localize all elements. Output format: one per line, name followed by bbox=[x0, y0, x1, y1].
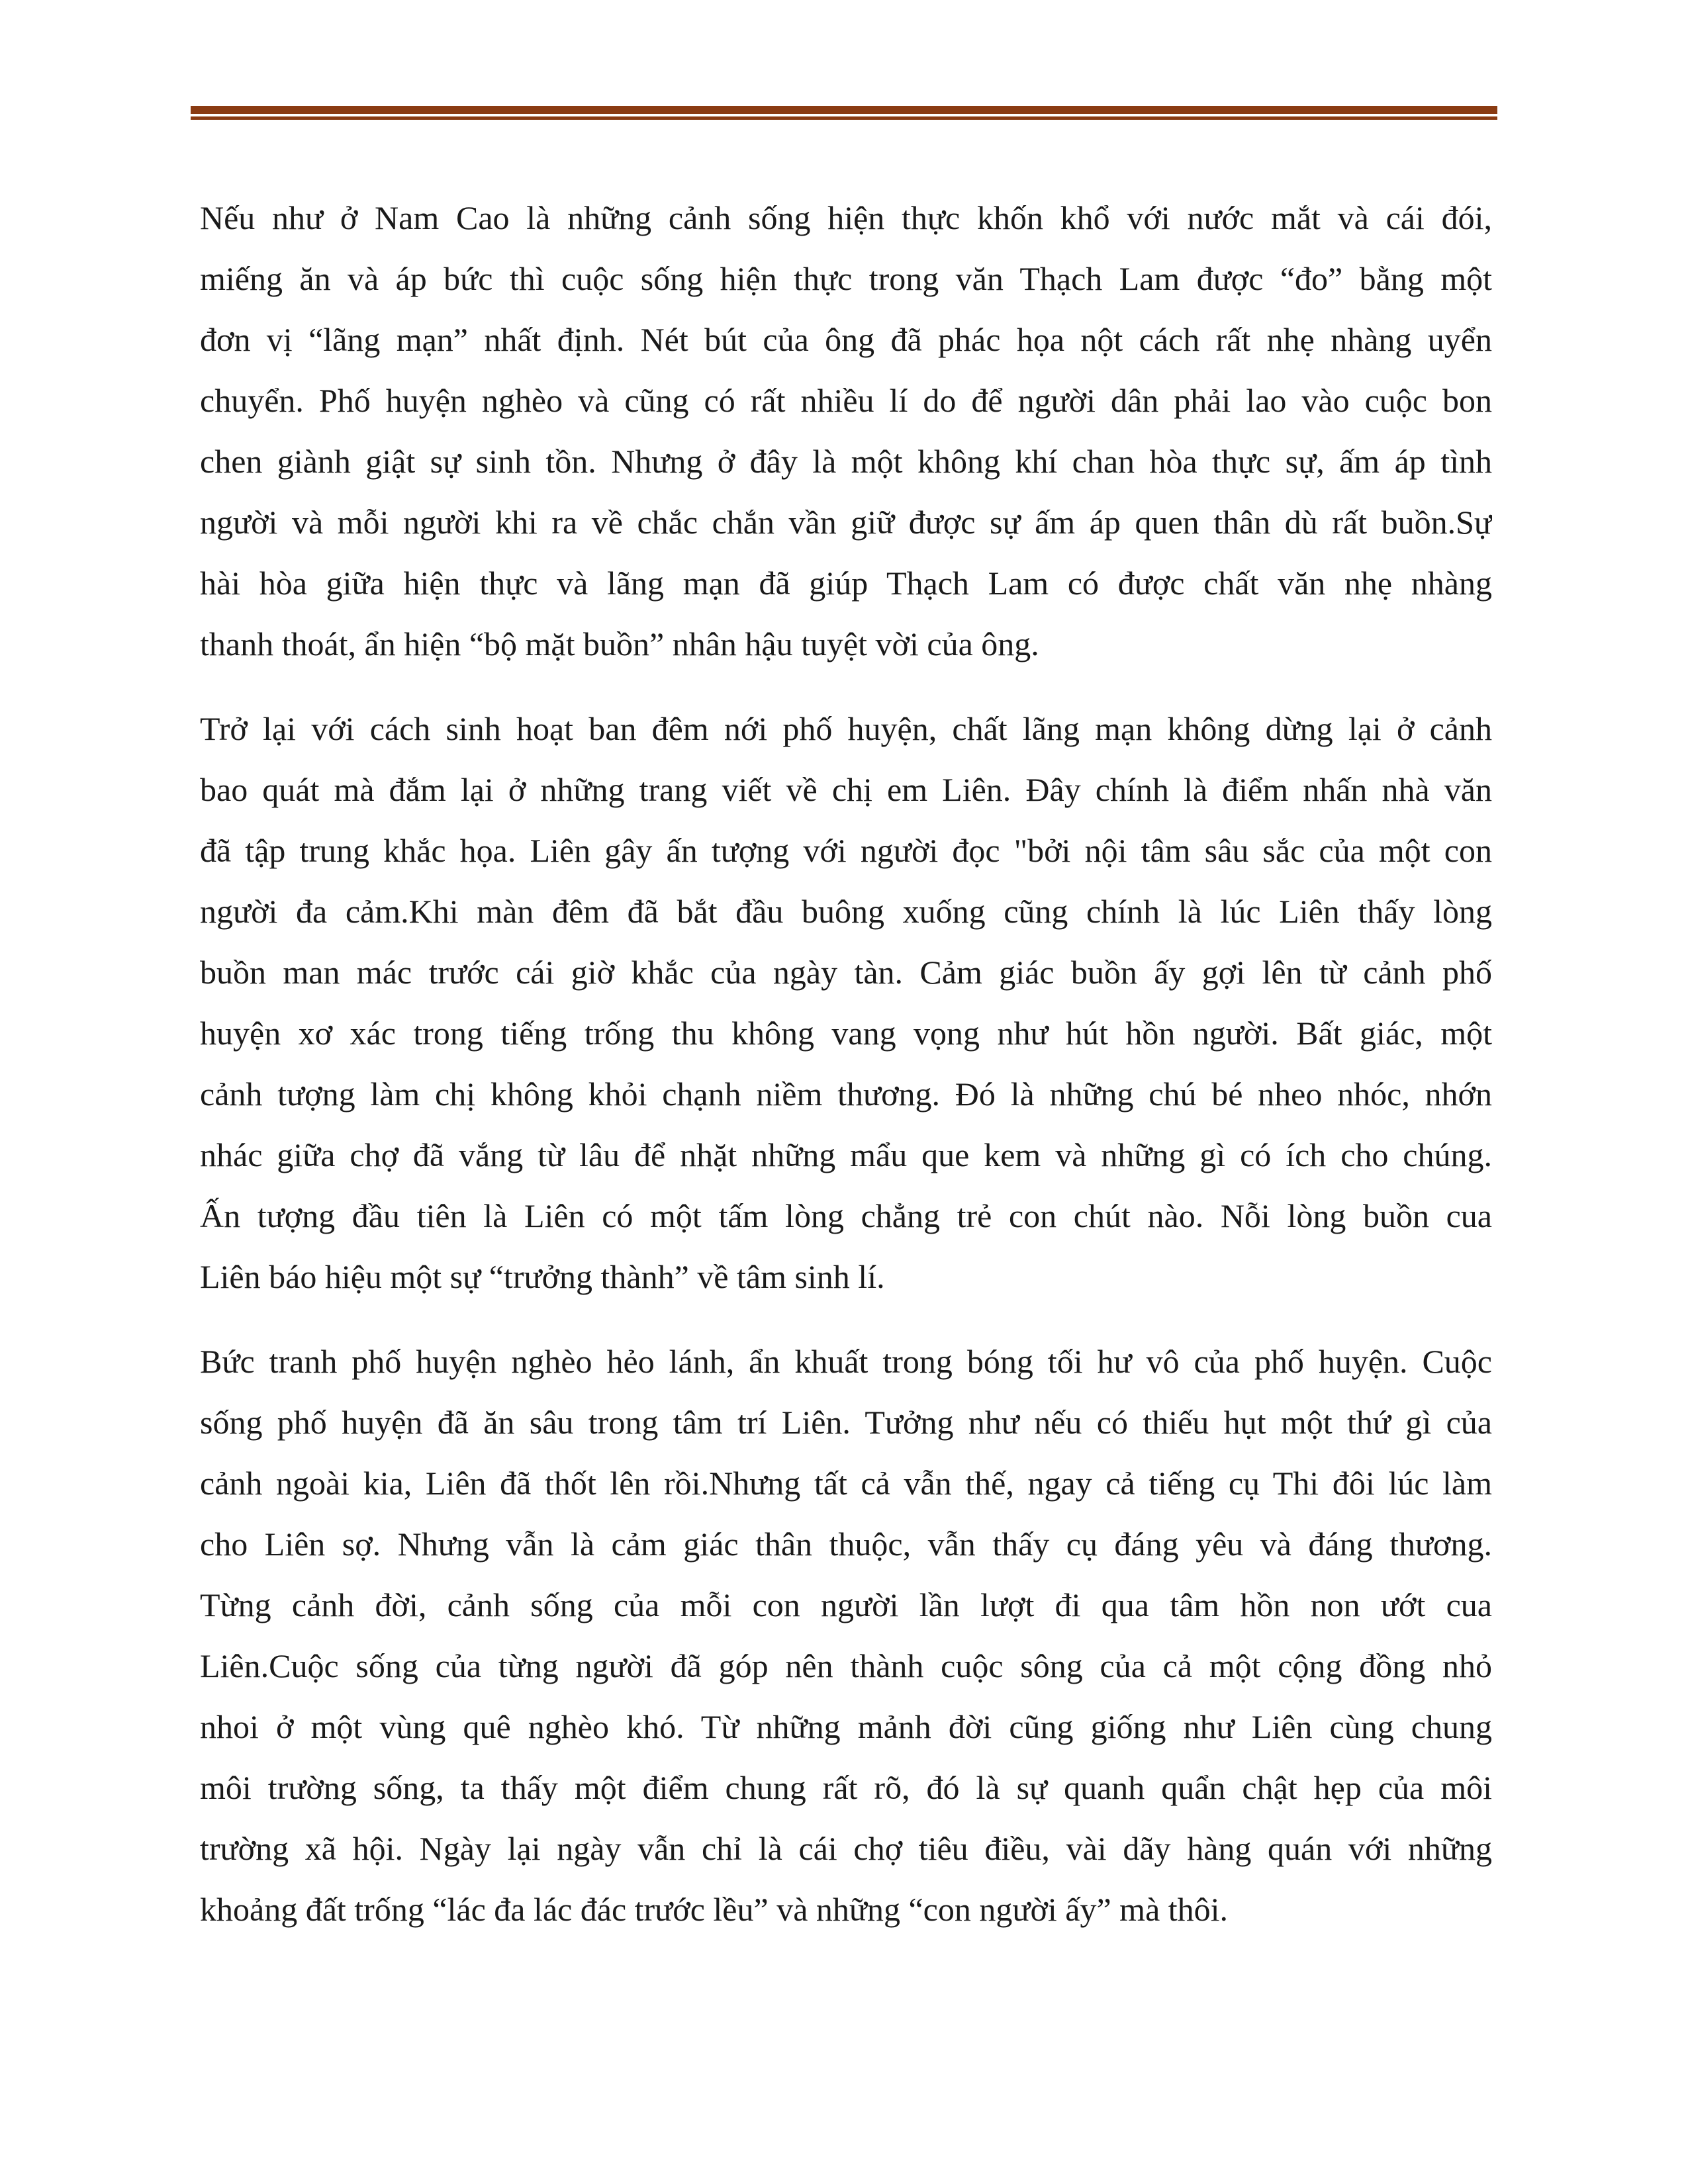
text-line: miếng ăn và áp bức thì cuộc sống hiện thực trong văn Thạch Lam được “đo” bằng một bbox=[200, 260, 1492, 297]
text-line: cho Liên sợ. Nhưng vẫn là cảm giác thân thuộc, vẫn thấy cụ đáng yêu và đáng thương. bbox=[200, 1525, 1492, 1563]
text-line: hài hòa giữa hiện thực và lãng mạn đã giúp Thạch Lam có được chất văn nhẹ nhàng bbox=[200, 565, 1492, 602]
text-line: khoảng đất trống “lác đa lác đác trước lều” và những “con người ấy” mà thôi. bbox=[200, 1891, 1229, 1928]
text-line: thanh thoát, ẩn hiện “bộ mặt buồn” nhân hậu tuyệt vời của ông. bbox=[200, 625, 1039, 662]
text-line: buồn man mác trước cái giờ khắc của ngày tàn. Cảm giác buồn ấy gợi lên từ cảnh phố bbox=[200, 954, 1492, 991]
document-body bbox=[200, 187, 1492, 1964]
text-line: người và mỗi người khi ra về chắc chắn vần giữ được sự ấm áp quen thân dù rất buồn.Sự bbox=[200, 504, 1492, 541]
header-rule-thick bbox=[191, 106, 1497, 114]
paragraph-2 bbox=[200, 698, 1492, 1307]
text-line: nhoi ở một vùng quê nghèo khó. Từ những mảnh đời cũng giống như Liên cùng chung bbox=[200, 1708, 1492, 1745]
text-line: người đa cảm.Khi màn đêm đã bắt đầu buông xuống cũng chính là lúc Liên thấy lòng bbox=[200, 893, 1492, 930]
text-line: đã tập trung khắc họa. Liên gây ấn tượng với người đọc "bởi nội tâm sâu sắc của một con bbox=[200, 832, 1492, 869]
text-line: môi trường sống, ta thấy một điểm chung rất rõ, đó là sự quanh quẩn chật hẹp của môi bbox=[200, 1769, 1492, 1806]
text-line: Ấn tượng đầu tiên là Liên có một tấm lòng chẳng trẻ con chút nào. Nỗi lòng buồn cua bbox=[200, 1197, 1492, 1234]
text-line: Trở lại với cách sinh hoạt ban đêm nới phố huyện, chất lãng mạn không dừng lại ở cảnh bbox=[200, 710, 1492, 747]
text-line: Bức tranh phố huyện nghèo hẻo lánh, ẩn khuất trong bóng tối hư vô của phố huyện. Cuộc bbox=[200, 1343, 1492, 1380]
text-line: Nếu như ở Nam Cao là những cảnh sống hiện thực khốn khổ với nước mắt và cái đói, bbox=[200, 199, 1492, 236]
text-line: huyện xơ xác trong tiếng trống thu không vang vọng như hút hồn người. Bất giác, một bbox=[200, 1015, 1492, 1052]
text-line: sống phố huyện đã ăn sâu trong tâm trí Liên. Tưởng như nếu có thiếu hụt một thứ gì của bbox=[200, 1404, 1492, 1441]
text-line: cảnh tượng làm chị không khỏi chạnh niềm thương. Đó là những chú bé nheo nhóc, nhớn bbox=[200, 1075, 1492, 1113]
text-line: Từng cảnh đời, cảnh sống của mỗi con người lần lượt đi qua tâm hồn non ướt cua bbox=[200, 1586, 1492, 1623]
text-line: bao quát mà đắm lại ở những trang viết về chị em Liên. Đây chính là điểm nhấn nhà văn bbox=[200, 771, 1492, 808]
paragraph-3 bbox=[200, 1331, 1492, 1940]
text-line: cảnh ngoài kia, Liên đã thốt lên rồi.Nhưng tất cả vẫn thế, ngay cả tiếng cụ Thi đôi lúc làm bbox=[200, 1465, 1492, 1502]
text-line: Liên.Cuộc sống của từng người đã góp nên thành cuộc sông của cả một cộng đồng nhỏ bbox=[200, 1647, 1492, 1684]
text-line: Liên báo hiệu một sự “trưởng thành” về tâm sinh lí. bbox=[200, 1258, 885, 1295]
header-rule-thin bbox=[191, 116, 1497, 120]
text-line: nhác giữa chợ đã vắng từ lâu để nhặt những mẩu que kem và những gì có ích cho chúng. bbox=[200, 1136, 1492, 1173]
paragraph-1 bbox=[200, 187, 1492, 674]
text-line: chuyển. Phố huyện nghèo và cũng có rất nhiều lí do để người dân phải lao vào cuộc bon bbox=[200, 382, 1492, 419]
text-line: chen giành giật sự sinh tồn. Nhưng ở đây là một không khí chan hòa thực sự, ấm áp tình bbox=[200, 443, 1492, 480]
text-line: đơn vị “lãng mạn” nhất định. Nét bút của ông đã phác họa nột cách rất nhẹ nhàng uyển bbox=[200, 321, 1492, 358]
text-line: trường xã hội. Ngày lại ngày vẫn chỉ là cái chợ tiêu điều, vài dãy hàng quán với những bbox=[200, 1830, 1492, 1867]
